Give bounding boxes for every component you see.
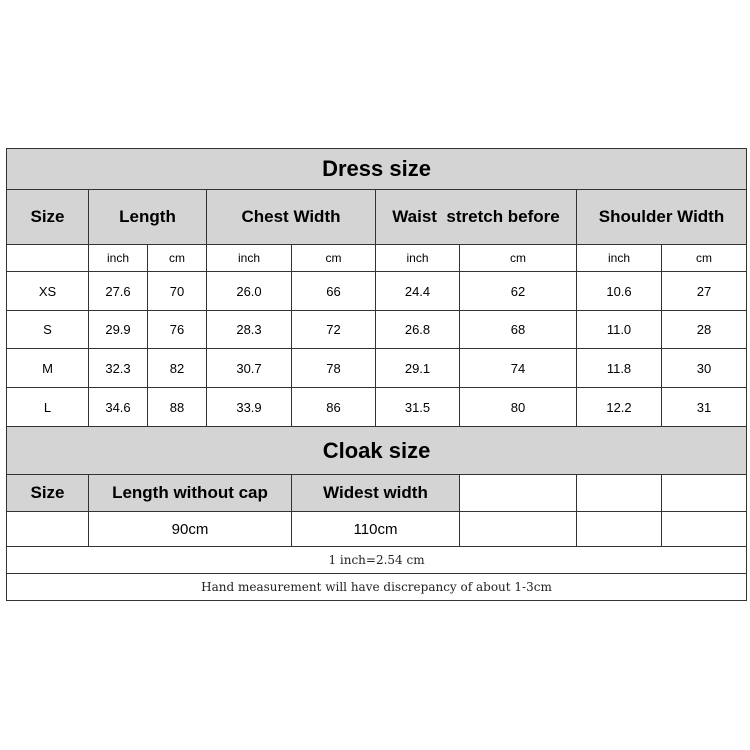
size-chart-table (6, 148, 747, 601)
value-cell: 78 (292, 349, 376, 388)
table-row (7, 311, 747, 349)
discrepancy-note: Hand measurement will have discrepancy of about 1-3cm (7, 574, 747, 601)
value-cell: 30 (662, 349, 747, 388)
length-without-cap-header: Length without cap (89, 475, 292, 512)
size-header: Size (7, 190, 89, 245)
size-label-cell: S (7, 311, 89, 349)
value-cell: 33.9 (207, 388, 292, 427)
value-cell: 30.7 (207, 349, 292, 388)
cloak-value-row (7, 512, 747, 547)
dress-header-row (7, 190, 747, 245)
value-cell: 31.5 (376, 388, 460, 427)
waist-header: Waist stretch before (376, 190, 577, 245)
cloak-size-header: Size (7, 475, 89, 512)
value-cell: 80 (460, 388, 577, 427)
value-cell: 26.8 (376, 311, 460, 349)
value-cell: 82 (148, 349, 207, 388)
empty-cell (7, 512, 89, 547)
value-cell: 68 (460, 311, 577, 349)
value-cell: 62 (460, 272, 577, 311)
cloak-header-row (7, 475, 747, 512)
unit-cell: cm (292, 245, 376, 272)
unit-cell: cm (662, 245, 747, 272)
empty-cell (577, 512, 662, 547)
value-cell: 28 (662, 311, 747, 349)
size-label-cell: L (7, 388, 89, 427)
length-header: Length (89, 190, 207, 245)
value-cell: 29.1 (376, 349, 460, 388)
cloak-title-row (7, 427, 747, 475)
dress-size-title: Dress size (7, 149, 747, 190)
size-label-cell: XS (7, 272, 89, 311)
value-cell: 32.3 (89, 349, 148, 388)
unit-row (7, 245, 747, 272)
cloak-length-value: 90cm (89, 512, 292, 547)
empty-cell (460, 512, 577, 547)
unit-cell: cm (460, 245, 577, 272)
widest-width-header: Widest width (292, 475, 460, 512)
value-cell: 28.3 (207, 311, 292, 349)
value-cell: 24.4 (376, 272, 460, 311)
value-cell: 11.8 (577, 349, 662, 388)
unit-cell: inch (89, 245, 148, 272)
unit-cell: inch (207, 245, 292, 272)
unit-cell: inch (376, 245, 460, 272)
value-cell: 27.6 (89, 272, 148, 311)
unit-cell: cm (148, 245, 207, 272)
value-cell: 76 (148, 311, 207, 349)
table-row (7, 388, 747, 427)
value-cell: 72 (292, 311, 376, 349)
table-row (7, 272, 747, 311)
unit-cell: inch (577, 245, 662, 272)
value-cell: 26.0 (207, 272, 292, 311)
size-label-cell: M (7, 349, 89, 388)
value-cell: 88 (148, 388, 207, 427)
empty-cell (662, 475, 747, 512)
value-cell: 70 (148, 272, 207, 311)
empty-cell (577, 475, 662, 512)
shoulder-width-header: Shoulder Width (577, 190, 747, 245)
value-cell: 86 (292, 388, 376, 427)
empty-cell (662, 512, 747, 547)
value-cell: 34.6 (89, 388, 148, 427)
value-cell: 11.0 (577, 311, 662, 349)
chest-width-header: Chest Width (207, 190, 376, 245)
value-cell: 29.9 (89, 311, 148, 349)
dress-title-row (7, 149, 747, 190)
unit-blank-cell (7, 245, 89, 272)
value-cell: 12.2 (577, 388, 662, 427)
value-cell: 27 (662, 272, 747, 311)
value-cell: 66 (292, 272, 376, 311)
conversion-note-row (7, 547, 747, 574)
value-cell: 10.6 (577, 272, 662, 311)
value-cell: 31 (662, 388, 747, 427)
cloak-width-value: 110cm (292, 512, 460, 547)
empty-cell (460, 475, 577, 512)
conversion-note: 1 inch=2.54 cm (7, 547, 747, 574)
value-cell: 74 (460, 349, 577, 388)
table-row (7, 349, 747, 388)
discrepancy-note-row (7, 574, 747, 601)
cloak-size-title: Cloak size (7, 427, 747, 475)
